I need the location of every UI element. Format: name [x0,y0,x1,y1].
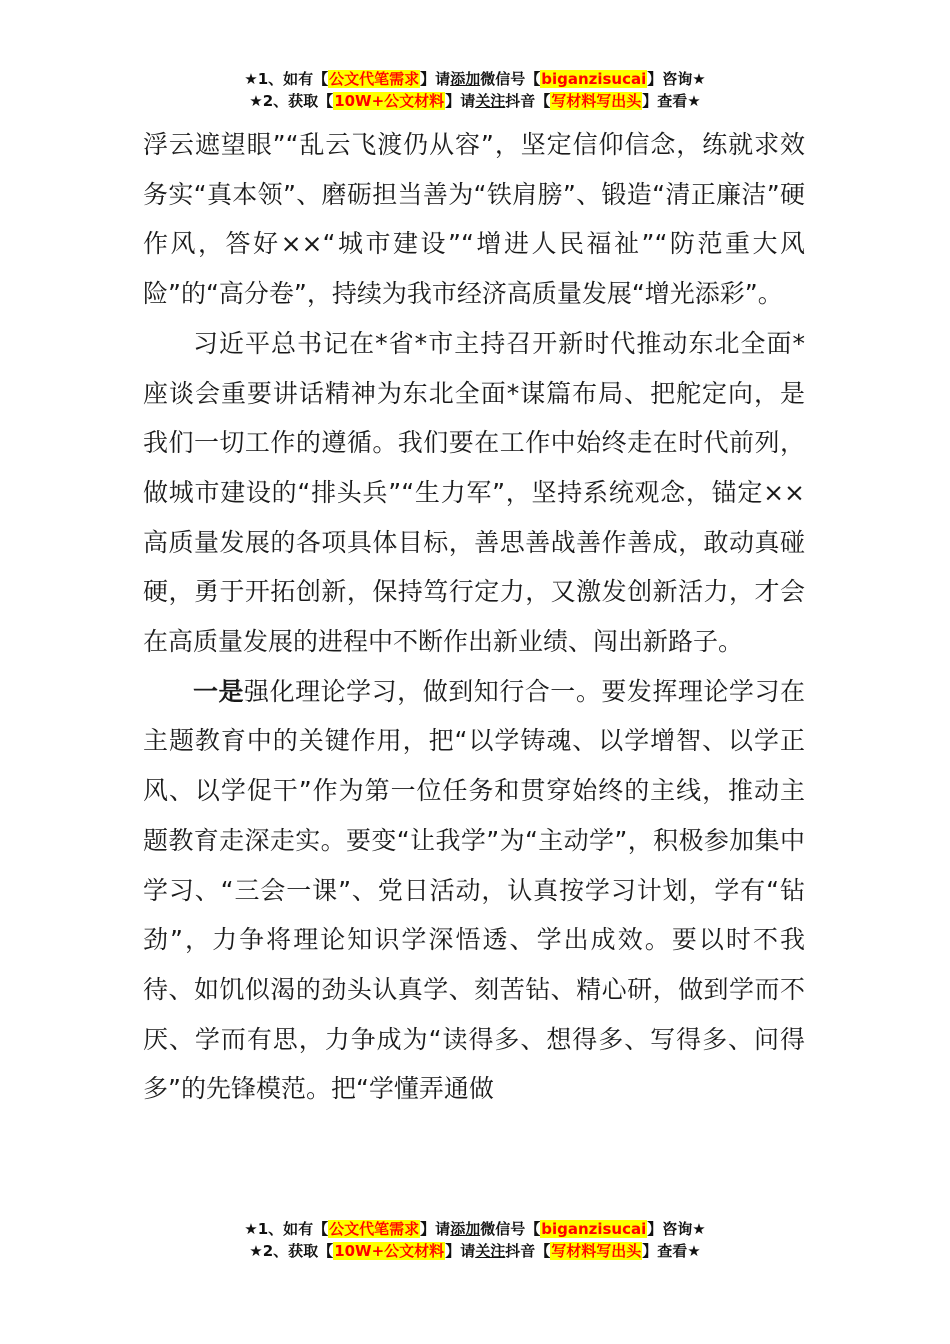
banner-text: ★1、如有【 [244,1220,329,1238]
banner-underlined: 添加 [450,1220,481,1238]
banner-underlined: 关注 [475,1242,506,1260]
paragraph-2: 习近平总书记在*省*市主持召开新时代推动东北全面*座谈会重要讲话精神为东北全面*谋篇布局、把舵定向，是我们一切工作的遵循。我们要在工作中始终走在时代前列，做城市建设的“排头兵”“生力军”，坚持系统观念，锚定××高质量发展的各项具体目标，善思善战善作善成，敢动真碰硬，勇于开拓创新，保持笃行定力，又激发创新活力，才会在高质量发展的进程中不断作出新业绩、闯出新路子。 [143,328,805,657]
banner-text: ★1、如有【 [244,70,329,88]
banner-wechat-id: biganzisucai [541,70,647,88]
banner-text: 】请 [420,1220,451,1238]
banner-text: 抖音【 [505,1242,551,1260]
banner-underlined: 添加 [450,70,481,88]
banner-wechat-id: biganzisucai [541,1220,647,1238]
banner-highlight: 公文代笔需求 [329,70,420,88]
banner-text: 】查看★ [642,92,701,110]
banner-text: 微信号【 [480,70,541,88]
banner-text: 】咨询★ [647,70,706,88]
banner-text: ★2、获取【 [249,1242,334,1260]
banner-text: 】请 [445,92,476,110]
document-body [143,120,805,1114]
banner-text: ★2、获取【 [249,92,334,110]
banner-highlight: 10W+公文材料 [334,1242,445,1260]
top-banner [0,68,950,112]
paragraph-3-text: 强化理论学习，做到知行合一。要发挥理论学习在主题教育中的关键作用，把“以学铸魂、以学增智、以学正风、以学促干”作为第一位任务和贯穿始终的主线，推动主题教育走深走实。要变“让我学”为“主动学”，积极参加集中学习、“三会一课”、党日活动，认真按学习计划，学有“钻劲”，力争将理论知识学深悟透、学出成效。要以时不我待、如饥似渴的劲头认真学、刻苦钻、精心研，做到学而不厌、学而有思，力争成为“读得多、想得多、写得多、问得多”的先锋模范。把“学懂弄通做 [143,676,805,1104]
banner-line-1 [0,1218,950,1240]
paragraph-3-lead: 一是 [193,676,245,706]
banner-highlight: 写材料写出头 [551,92,642,110]
banner-text: 】咨询★ [647,1220,706,1238]
banner-text: 】请 [445,1242,476,1260]
paragraph-1: 浮云遮望眼”“乱云飞渡仍从容”，坚定信仰信念，练就求效务实“真本领”、磨砺担当善为“铁肩膀”、锻造“清正廉洁”硬作风，答好××“城市建设”“增进人民福祉”“防范重大风险”的“高分卷”，持续为我市经济高质量发展“增光添彩”。 [143,130,805,309]
banner-underlined: 关注 [475,92,506,110]
paragraph-3 [143,667,805,1114]
banner-highlight: 10W+公文材料 [334,92,445,110]
banner-line-1 [0,68,950,90]
bottom-banner [0,1218,950,1262]
banner-highlight: 写材料写出头 [551,1242,642,1260]
banner-text: 抖音【 [505,92,551,110]
banner-highlight: 公文代笔需求 [329,1220,420,1238]
banner-text: 】查看★ [642,1242,701,1260]
banner-line-2 [0,1240,950,1262]
banner-line-2 [0,90,950,112]
banner-text: 】请 [420,70,451,88]
banner-text: 微信号【 [480,1220,541,1238]
